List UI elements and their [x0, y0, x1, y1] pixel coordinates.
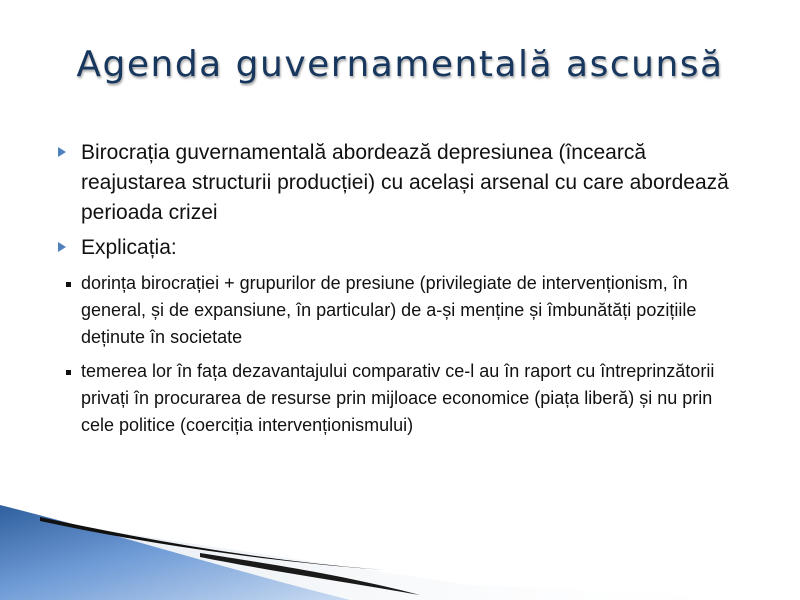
bullet-item-1	[58, 138, 738, 228]
bullet-text-2: Explicația:	[81, 236, 177, 259]
bullet-item-2	[58, 233, 738, 263]
square-bullet-icon	[66, 282, 71, 287]
bullet-text-1: Birocrația guvernamentală abordează depresiunea (încearcă reajustarea structurii producției) cu același arsenal cu care abordează perioada crizei	[81, 141, 729, 224]
square-bullet-icon	[66, 370, 71, 375]
subbullet-item-2	[64, 358, 744, 439]
subbullet-text-2: temerea lor în fața dezavantajului comparativ ce-l au în raport cu întreprinzătorii privați în procurarea de resurse prin mijloace economice (piața liberă) și nu prin cele politice (coerciția intervenționismului)	[81, 361, 715, 435]
subbullet-text-1: dorința birocrației + grupurilor de presiune (privilegiate de intervenționism, în general, și de expansiune, în particular) de a-și menține și îmbunătăți pozițiile deținute în societate	[81, 273, 697, 347]
arrow-bullet-icon	[58, 147, 66, 157]
slide-title: Agenda guvernamentală ascunsă	[76, 44, 724, 85]
subbullet-item-1	[64, 270, 744, 351]
wave-decoration	[0, 495, 800, 600]
arrow-bullet-icon	[58, 242, 66, 252]
